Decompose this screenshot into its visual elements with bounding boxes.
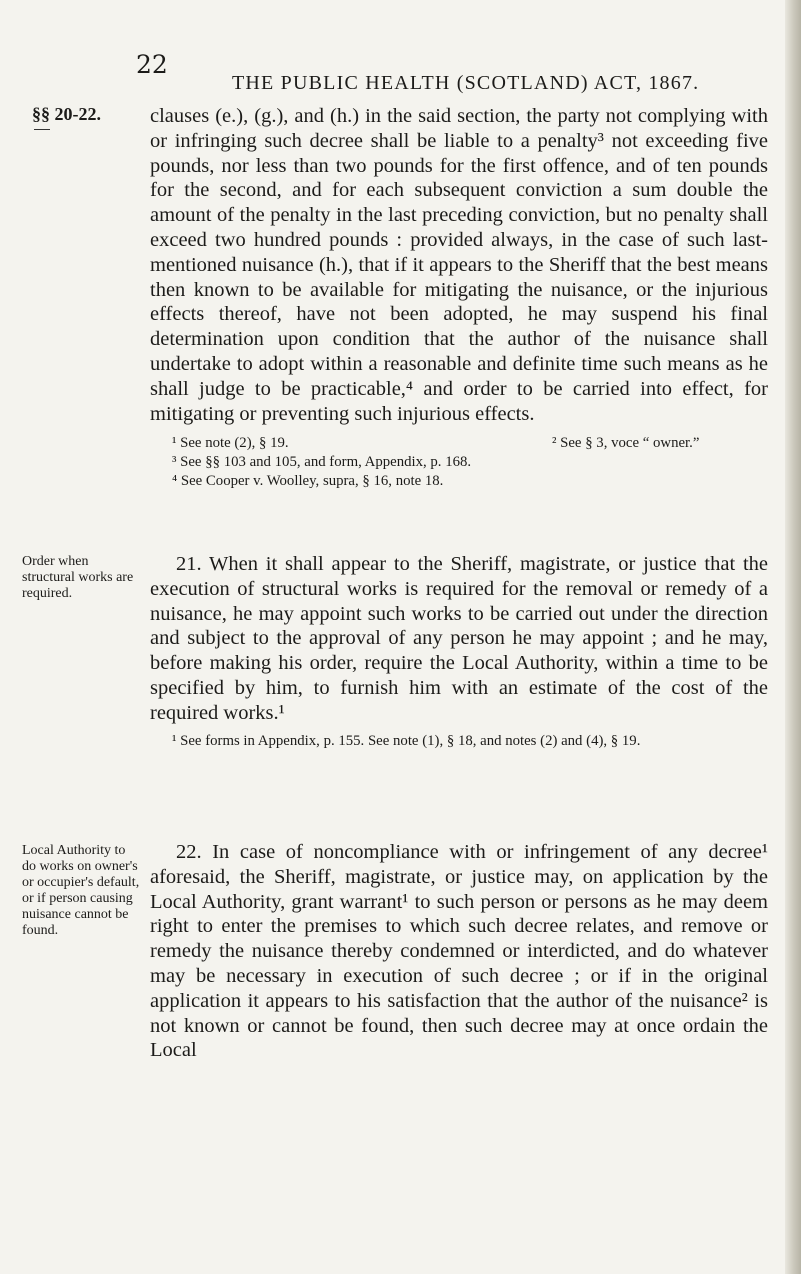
- page-number: 22: [136, 50, 168, 79]
- footnote-2: ² See § 3, voce “ owner.”: [552, 435, 700, 452]
- footnote-1: ¹ See note (2), § 19.: [172, 435, 289, 452]
- section-21-footnote: ¹ See forms in Appendix, p. 155. See note (1), § 18, and notes (2) and (4), § 19.: [172, 732, 641, 749]
- footnote-4: ⁴ See Cooper v. Woolley, supra, § 16, note 18.: [172, 473, 444, 490]
- continued-paragraph: clauses (e.), (g.), and (h.) in the said section, the party not complying with or infringing such decree shall be liable to a penalty³ not exceeding five pounds, nor less than two pounds for the first offence, and of ten pounds for the second, and for each subsequent conviction a sum double the amount of the penalty in the last preceding conviction, but no penalty shall exceed two hundred pounds : provided always, in the case of such last-mentioned nuisance (h.), that if it appears to the Sheriff that the best means then known to be available for mitigating the nuisance, or the injurious effects thereof, have not been adopted, he may suspend his final determination upon condition that the author of the nuisance shall undertake to adopt within a reasonable and definite time such means as he shall judge to be practicable,⁴ and order to be carried into effect, for mitigating or preventing such injurious effects.: [150, 105, 768, 425]
- margin-note-section-21: Order when structural works are required.: [22, 554, 134, 601]
- page-edge-shadow: [785, 0, 801, 1274]
- footnote-row: [172, 434, 768, 453]
- opening-block: [150, 104, 768, 491]
- section-22-paragraph: 22. In case of noncompliance with or infringement of any decree¹ aforesaid, the Sheriff, magistrate, or justice may, on application by the Local Authority, grant warrant¹ to such person or persons as he may deem right to enter the premises to which such decree relates, and remove or remedy the nuisance thereby condemned or interdicted, and do whatever may be necessary in execution of such decree ; or if in the original application it appears to his satisfaction that the author of the nuisance² is not known or cannot be found, then such decree may at once ordain the Local: [150, 841, 768, 1062]
- footnote-3: ³ See §§ 103 and 105, and form, Appendix, p. 168.: [172, 454, 472, 471]
- running-head: THE PUBLIC HEALTH (SCOTLAND) ACT, 1867.: [232, 72, 700, 94]
- section-21-paragraph: 21. When it shall appear to the Sheriff, magistrate, or justice that the execution of structural works is required for the removal or remedy of a nuisance, he may appoint such works to be carried out under the direction and subject to the approval of any person he may appoint ; and he may, before making his order, require the Local Authority, within a time to be specified by him, to furnish him with an estimate of the cost of the required works.¹: [150, 553, 768, 724]
- section-reference: §§ 20-22.: [32, 104, 101, 124]
- section-22: [150, 840, 768, 1063]
- footnotes: [150, 434, 768, 491]
- margin-note-section-22: Local Authority to do works on owner's or occupier's default, or if person causing nuisance cannot be found.: [22, 843, 140, 938]
- section-21: [150, 552, 768, 751]
